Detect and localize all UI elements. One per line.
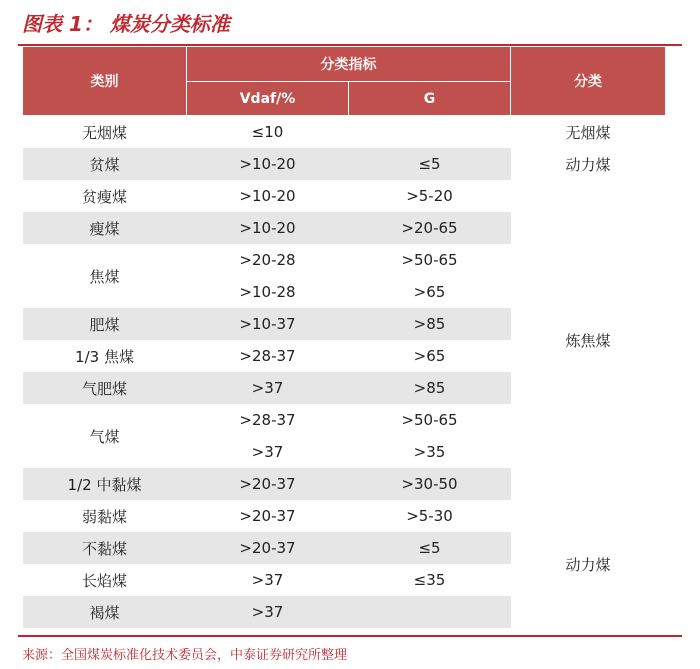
cell-class: 无烟煤 xyxy=(511,116,666,149)
cell-g xyxy=(349,596,511,628)
cell-g: >35 xyxy=(413,443,446,461)
cell-g: >85 xyxy=(349,308,511,340)
bottom-divider xyxy=(18,635,682,637)
cell-g: >65 xyxy=(413,283,446,301)
header-vdaf: Vdaf/% xyxy=(187,82,349,116)
cell-vdaf: >28-37 xyxy=(239,347,296,365)
cell-vdaf: >20-37 xyxy=(187,532,349,564)
cell-vdaf: >37 xyxy=(251,443,284,461)
cell-g: >65 xyxy=(413,347,446,365)
cell-g: >5-20 xyxy=(406,187,453,205)
cell-class: 炼焦煤 xyxy=(511,180,666,500)
cell-vdaf: >20-28 xyxy=(239,251,296,269)
cell-g: >85 xyxy=(349,372,511,404)
cell-category: 无烟煤 xyxy=(81,123,127,142)
cell-vdaf: >37 xyxy=(251,571,284,589)
cell-category: 1/2 中黏煤 xyxy=(23,468,187,500)
cell-g: >50-65 xyxy=(401,251,458,269)
cell-g: >30-50 xyxy=(349,468,511,500)
cell-vdaf: ≤10 xyxy=(251,123,284,141)
cell-category: 贫瘦煤 xyxy=(81,187,127,206)
cell-g: >20-65 xyxy=(349,212,511,244)
cell-category: 不黏煤 xyxy=(23,532,187,564)
source-note: 来源：全国煤炭标准化技术委员会，中泰证券研究所整理 xyxy=(22,648,348,663)
cell-category: 弱黏煤 xyxy=(81,507,127,526)
cell-class: 动力煤 xyxy=(511,500,666,628)
cell-category: 气肥煤 xyxy=(23,372,187,404)
cell-vdaf: >10-37 xyxy=(187,308,349,340)
cell-g xyxy=(349,116,511,149)
table-row xyxy=(23,500,666,532)
cell-g: ≤5 xyxy=(349,532,511,564)
table-row xyxy=(23,116,666,149)
cell-category: 瘦煤 xyxy=(23,212,187,244)
cell-category: 焦煤 xyxy=(89,267,120,286)
cell-category: 贫煤 xyxy=(23,148,187,180)
cell-vdaf: >10-28 xyxy=(239,283,296,301)
figure-title: 图表 1： 煤炭分类标准 xyxy=(22,12,230,36)
cell-vdaf: >10-20 xyxy=(187,212,349,244)
cell-category: 肥煤 xyxy=(23,308,187,340)
cell-category: 褐煤 xyxy=(23,596,187,628)
cell-vdaf: >37 xyxy=(187,372,349,404)
cell-category: 气煤 xyxy=(89,427,120,446)
cell-g: >5-30 xyxy=(406,507,453,525)
header-category: 类别 xyxy=(23,47,187,116)
coal-classification-table xyxy=(22,46,666,628)
table-row xyxy=(23,180,666,212)
cell-vdaf: >20-37 xyxy=(187,468,349,500)
cell-category: 1/3 焦煤 xyxy=(75,347,134,366)
cell-category: 长焰煤 xyxy=(81,571,127,590)
table-row xyxy=(23,148,666,180)
header-indicator: 分类指标 xyxy=(187,47,511,82)
cell-g: >50-65 xyxy=(401,411,458,429)
cell-g: ≤35 xyxy=(413,571,446,589)
cell-vdaf: >37 xyxy=(187,596,349,628)
header-g: G xyxy=(349,82,511,116)
cell-vdaf: >10-20 xyxy=(187,148,349,180)
cell-vdaf: >20-37 xyxy=(239,507,296,525)
cell-vdaf: >10-20 xyxy=(239,187,296,205)
cell-class: 动力煤 xyxy=(511,148,666,180)
cell-vdaf: >28-37 xyxy=(239,411,296,429)
header-class: 分类 xyxy=(511,47,666,116)
cell-g: ≤5 xyxy=(349,148,511,180)
